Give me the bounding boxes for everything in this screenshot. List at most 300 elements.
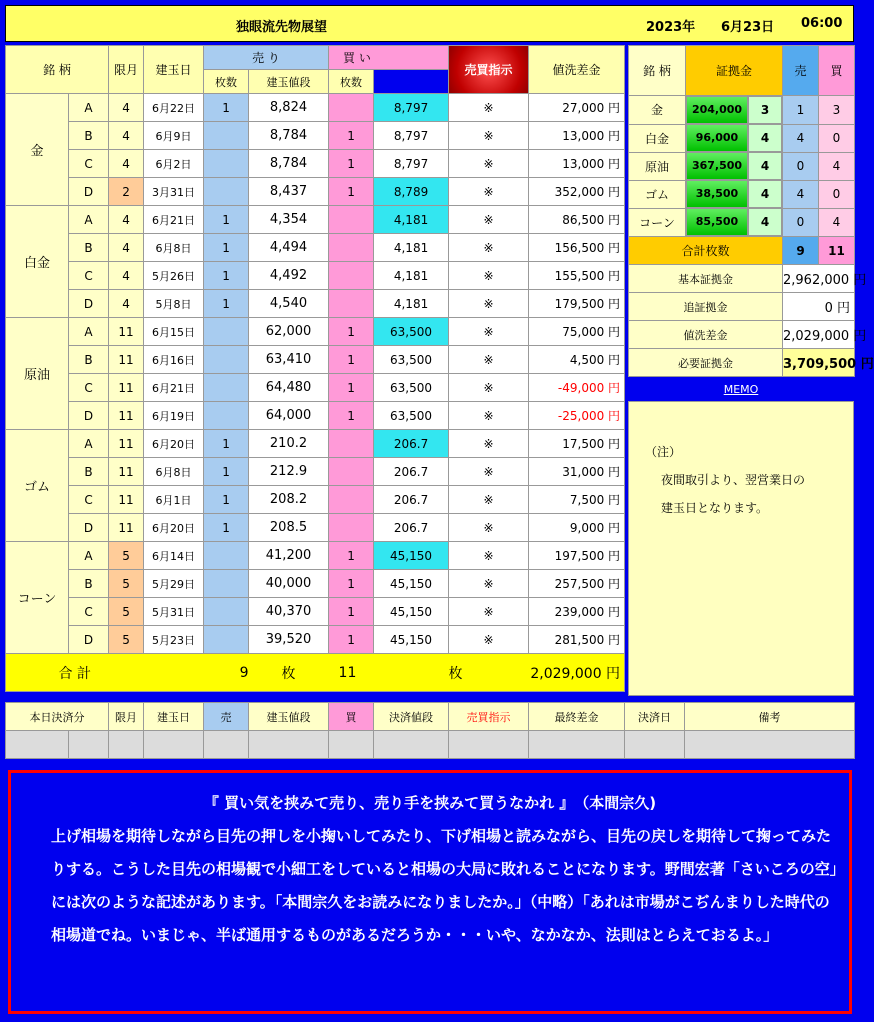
- quote-title: 『 買い気を挟みて売り、売り手を挟みて買うなかれ 』 （本間宗久): [203, 794, 657, 812]
- col-diff: 値洗差金: [529, 46, 625, 94]
- summary-label: 必要証拠金: [629, 349, 783, 377]
- row-close: 206.7: [374, 458, 449, 486]
- row-pl: -25,000 円: [529, 402, 625, 430]
- group-name: ゴム: [6, 430, 69, 542]
- side-col-sell: 売: [783, 46, 819, 96]
- margin-count: 4: [748, 180, 782, 208]
- row-signal: ※: [449, 598, 529, 626]
- total-count-buy: 11: [819, 237, 855, 265]
- row-open-price: 64,000: [249, 402, 329, 430]
- row-date: 5月29日: [144, 570, 204, 598]
- group-name: 原油: [6, 318, 69, 430]
- row-sub: A: [69, 430, 109, 458]
- summary-value: 0 円: [783, 293, 855, 321]
- row-limit: 11: [109, 346, 144, 374]
- summary-value: 2,029,000 円: [783, 321, 855, 349]
- margin-row: [629, 208, 855, 237]
- quote-box: [8, 770, 852, 1014]
- settle-col-7: 売買指示: [449, 703, 529, 731]
- row-date: 6月20日: [144, 514, 204, 542]
- settle-col-8: 最終差金: [529, 703, 625, 731]
- row-open-price: 62,000: [249, 318, 329, 346]
- row-open-price: 4,492: [249, 262, 329, 290]
- row-pl: 156,500 円: [529, 234, 625, 262]
- table-row: [6, 598, 625, 626]
- row-date: 5月26日: [144, 262, 204, 290]
- row-date: 6月8日: [144, 458, 204, 486]
- row-date: 5月31日: [144, 598, 204, 626]
- row-close: 45,150: [374, 542, 449, 570]
- row-buy-count: [329, 206, 374, 234]
- row-pl: 257,500 円: [529, 570, 625, 598]
- row-limit: 11: [109, 374, 144, 402]
- row-close: 63,500: [374, 318, 449, 346]
- row-signal: ※: [449, 318, 529, 346]
- margin-value: 96,000: [686, 124, 748, 152]
- row-pl: 7,500 円: [529, 486, 625, 514]
- positions-table: [5, 45, 625, 692]
- row-sub: C: [69, 486, 109, 514]
- row-sub: C: [69, 374, 109, 402]
- row-signal: ※: [449, 402, 529, 430]
- settle-col-2: 建玉日: [144, 703, 204, 731]
- table-row: [6, 122, 625, 150]
- row-open-price: 40,370: [249, 598, 329, 626]
- col-buy-count: 枚数: [329, 70, 374, 94]
- row-sub: A: [69, 542, 109, 570]
- row-close: 45,150: [374, 570, 449, 598]
- row-signal: ※: [449, 486, 529, 514]
- summary-value: 3,709,500 円: [783, 349, 855, 377]
- col-brand: 銘 柄: [6, 46, 109, 94]
- row-date: 6月9日: [144, 122, 204, 150]
- total-sell-unit: 枚: [249, 654, 329, 692]
- row-signal: ※: [449, 234, 529, 262]
- margin-buy: 3: [819, 96, 855, 125]
- row-sell-count: [204, 150, 249, 178]
- settle-header: [6, 703, 855, 731]
- table-row: [6, 458, 625, 486]
- row-buy-count: 1: [329, 150, 374, 178]
- col-sell-count: 枚数: [204, 70, 249, 94]
- row-signal: ※: [449, 150, 529, 178]
- row-buy-count: [329, 290, 374, 318]
- row-date: 5月8日: [144, 290, 204, 318]
- row-buy-count: 1: [329, 626, 374, 654]
- total-buy-unit: 枚: [449, 654, 529, 692]
- settle-col-4: 建玉値段: [249, 703, 329, 731]
- memo-note: （注）: [645, 445, 682, 459]
- summary-row: [629, 349, 855, 377]
- summary-label: 値洗差金: [629, 321, 783, 349]
- row-buy-count: 1: [329, 346, 374, 374]
- margin-buy: 4: [819, 208, 855, 237]
- row-sell-count: [204, 122, 249, 150]
- row-sub: B: [69, 122, 109, 150]
- row-pl: -49,000 円: [529, 374, 625, 402]
- table-row: [6, 94, 625, 122]
- row-sell-count: 1: [204, 514, 249, 542]
- summary-label: 基本証拠金: [629, 265, 783, 293]
- title-bar: [5, 5, 854, 42]
- table-row: [6, 290, 625, 318]
- row-open-price: 39,520: [249, 626, 329, 654]
- margin-sell: 0: [783, 208, 819, 237]
- row-close: 45,150: [374, 598, 449, 626]
- summary-row: [629, 321, 855, 349]
- row-open-price: 64,480: [249, 374, 329, 402]
- margin-table: [628, 45, 874, 377]
- row-sub: D: [69, 290, 109, 318]
- row-limit: 4: [109, 262, 144, 290]
- side-col-buy: 買: [819, 46, 855, 96]
- table-row: [6, 402, 625, 430]
- table-row: [6, 150, 625, 178]
- margin-cells: [686, 152, 783, 180]
- settle-col-9: 決済日: [625, 703, 685, 731]
- row-buy-count: 1: [329, 402, 374, 430]
- row-sell-count: [204, 598, 249, 626]
- row-limit: 5: [109, 570, 144, 598]
- table-row: [6, 178, 625, 206]
- row-open-price: 208.5: [249, 514, 329, 542]
- row-pl: 17,500 円: [529, 430, 625, 458]
- row-pl: 352,000 円: [529, 178, 625, 206]
- row-sell-count: [204, 542, 249, 570]
- row-sell-count: 1: [204, 458, 249, 486]
- row-signal: ※: [449, 262, 529, 290]
- table-row: [6, 374, 625, 402]
- margin-count: 4: [748, 124, 782, 152]
- memo-line-1: 夜間取引より、翌営業日の: [661, 473, 806, 487]
- row-sub: C: [69, 262, 109, 290]
- row-signal: ※: [449, 626, 529, 654]
- row-sub: A: [69, 318, 109, 346]
- table-row: [6, 514, 625, 542]
- row-signal: ※: [449, 374, 529, 402]
- settle-col-1: 限月: [109, 703, 144, 731]
- row-close: 8,797: [374, 94, 449, 122]
- group-name: 白金: [6, 206, 69, 318]
- row-sell-count: 1: [204, 486, 249, 514]
- row-buy-count: 1: [329, 374, 374, 402]
- row-close: 4,181: [374, 290, 449, 318]
- row-open-price: 63,410: [249, 346, 329, 374]
- row-sub: B: [69, 346, 109, 374]
- row-limit: 4: [109, 150, 144, 178]
- total-count-sell: 9: [783, 237, 819, 265]
- col-open-date: 建玉日: [144, 46, 204, 94]
- row-open-price: 41,200: [249, 542, 329, 570]
- row-sell-count: 1: [204, 262, 249, 290]
- row-sub: B: [69, 458, 109, 486]
- table-row: [6, 542, 625, 570]
- header-year: 2023年: [646, 20, 696, 35]
- margin-value: 367,500: [686, 152, 748, 180]
- table-row: [6, 262, 625, 290]
- row-sub: C: [69, 598, 109, 626]
- row-limit: 11: [109, 486, 144, 514]
- row-date: 6月14日: [144, 542, 204, 570]
- row-sub: B: [69, 570, 109, 598]
- table-row: [6, 430, 625, 458]
- row-pl: 197,500 円: [529, 542, 625, 570]
- row-open-price: 8,437: [249, 178, 329, 206]
- row-buy-count: 1: [329, 318, 374, 346]
- row-sub: C: [69, 150, 109, 178]
- col-sell: 売 り: [204, 46, 329, 70]
- row-limit: 4: [109, 94, 144, 122]
- margin-buy: 0: [819, 180, 855, 208]
- total-pl: 2,029,000 円: [529, 654, 625, 692]
- row-buy-count: 1: [329, 598, 374, 626]
- settle-col-6: 決済値段: [374, 703, 449, 731]
- row-sell-count: [204, 178, 249, 206]
- margin-name: 金: [629, 96, 686, 125]
- col-signal: 売買指示: [449, 46, 529, 94]
- row-date: 6月16日: [144, 346, 204, 374]
- margin-count: 3: [748, 96, 782, 124]
- total-row: [6, 654, 625, 692]
- row-limit: 4: [109, 122, 144, 150]
- margin-cells: [686, 208, 783, 237]
- col-buy: 買 い: [329, 46, 449, 70]
- row-sell-count: [204, 318, 249, 346]
- row-sell-count: [204, 570, 249, 598]
- row-pl: 9,000 円: [529, 514, 625, 542]
- row-limit: 5: [109, 598, 144, 626]
- margin-cells: [686, 124, 783, 152]
- row-date: 6月8日: [144, 234, 204, 262]
- row-pl: 75,000 円: [529, 318, 625, 346]
- row-pl: 13,000 円: [529, 122, 625, 150]
- margin-sell: 4: [783, 124, 819, 152]
- row-pl: 31,000 円: [529, 458, 625, 486]
- table-row: [6, 570, 625, 598]
- total-label: 合 計: [6, 654, 144, 692]
- memo-line-2: 建玉日となります。: [661, 501, 769, 515]
- row-buy-count: 1: [329, 122, 374, 150]
- row-limit: 11: [109, 514, 144, 542]
- table-row: [6, 206, 625, 234]
- row-pl: 13,000 円: [529, 150, 625, 178]
- row-signal: ※: [449, 290, 529, 318]
- row-open-price: 4,354: [249, 206, 329, 234]
- row-date: 6月2日: [144, 150, 204, 178]
- row-date: 6月21日: [144, 374, 204, 402]
- margin-buy: 0: [819, 124, 855, 152]
- row-close: 63,500: [374, 374, 449, 402]
- memo-box: [628, 401, 854, 696]
- row-pl: 155,500 円: [529, 262, 625, 290]
- margin-value: 85,500: [686, 208, 748, 236]
- margin-value: 204,000: [686, 96, 748, 124]
- row-limit: 4: [109, 234, 144, 262]
- total-count-label: 合計枚数: [629, 237, 783, 265]
- settle-col-10: 備考: [685, 703, 855, 731]
- margin-sell: 0: [783, 152, 819, 180]
- settle-col-5: 買: [329, 703, 374, 731]
- table-row: [6, 234, 625, 262]
- row-date: 6月19日: [144, 402, 204, 430]
- row-open-price: 212.9: [249, 458, 329, 486]
- row-date: 6月1日: [144, 486, 204, 514]
- margin-row: [629, 96, 855, 125]
- side-col-margin: 証拠金: [686, 46, 783, 96]
- row-buy-count: [329, 262, 374, 290]
- row-sell-count: 1: [204, 206, 249, 234]
- row-buy-count: [329, 486, 374, 514]
- row-sub: D: [69, 178, 109, 206]
- row-sell-count: [204, 402, 249, 430]
- row-sell-count: 1: [204, 234, 249, 262]
- row-sub: D: [69, 514, 109, 542]
- col-limit: 限月: [109, 46, 144, 94]
- header-date: 6月23日: [721, 20, 775, 35]
- row-sell-count: [204, 374, 249, 402]
- margin-sell: 4: [783, 180, 819, 208]
- margin-count: 4: [748, 152, 782, 180]
- row-buy-count: [329, 430, 374, 458]
- row-sell-count: [204, 346, 249, 374]
- table-row: [6, 346, 625, 374]
- group-name: 金: [6, 94, 69, 206]
- row-close: 45,150: [374, 626, 449, 654]
- row-sub: D: [69, 402, 109, 430]
- row-open-price: 8,784: [249, 122, 329, 150]
- row-limit: 11: [109, 318, 144, 346]
- row-close: 63,500: [374, 402, 449, 430]
- row-date: 5月23日: [144, 626, 204, 654]
- row-date: 6月20日: [144, 430, 204, 458]
- row-close: 4,181: [374, 234, 449, 262]
- row-signal: ※: [449, 94, 529, 122]
- table-row: [6, 626, 625, 654]
- row-buy-count: 1: [329, 178, 374, 206]
- row-signal: ※: [449, 206, 529, 234]
- quote-body: 上げ相場を期待しながら目先の押しを小掬いしてみたり、下げ相場と読みながら、目先の戻しを期待して掬ってみたりする。こうした目先の相場観で小細工をしていると相場の大局に敗れることになります。野間宏著「さいころの空」には次のような記述があります。「本間宗久をお読みになりましたか。」（中略）「あれは市場がこぢんまりした時代の相場道でね。いまじゃ、半ば通用するものがあるだろうか・・・いや、なかなか、法則はとらえておるよ。」: [51, 827, 838, 944]
- margin-row: [629, 152, 855, 180]
- margin-count: 4: [748, 208, 782, 236]
- row-signal: ※: [449, 514, 529, 542]
- row-limit: 4: [109, 206, 144, 234]
- row-pl: 86,500 円: [529, 206, 625, 234]
- row-open-price: 4,540: [249, 290, 329, 318]
- row-signal: ※: [449, 178, 529, 206]
- row-open-price: 210.2: [249, 430, 329, 458]
- margin-name: 原油: [629, 152, 686, 180]
- row-open-price: 40,000: [249, 570, 329, 598]
- summary-row: [629, 293, 855, 321]
- row-pl: 281,500 円: [529, 626, 625, 654]
- row-limit: 5: [109, 542, 144, 570]
- row-close: 206.7: [374, 430, 449, 458]
- margin-cells: [686, 96, 783, 125]
- row-close: 4,181: [374, 262, 449, 290]
- page-title: 独眼流先物展望: [236, 20, 328, 35]
- summary-value: 2,962,000 円: [783, 265, 855, 293]
- row-buy-count: [329, 458, 374, 486]
- settle-col-0: 本日決済分: [6, 703, 109, 731]
- table-row: [6, 318, 625, 346]
- row-date: 6月22日: [144, 94, 204, 122]
- row-pl: 179,500 円: [529, 290, 625, 318]
- margin-row: [629, 180, 855, 208]
- row-sub: A: [69, 206, 109, 234]
- settlement-table: [5, 702, 855, 759]
- row-sell-count: 1: [204, 94, 249, 122]
- row-limit: 5: [109, 626, 144, 654]
- col-open-price: 建玉値段: [249, 70, 329, 94]
- row-sub: A: [69, 94, 109, 122]
- row-sell-count: 1: [204, 430, 249, 458]
- table-row: [6, 486, 625, 514]
- settle-col-3: 売: [204, 703, 249, 731]
- row-signal: ※: [449, 346, 529, 374]
- row-buy-count: 1: [329, 542, 374, 570]
- row-signal: ※: [449, 122, 529, 150]
- row-date: 3月31日: [144, 178, 204, 206]
- row-sell-count: 1: [204, 290, 249, 318]
- row-open-price: 8,824: [249, 94, 329, 122]
- margin-name: ゴム: [629, 180, 686, 208]
- row-limit: 11: [109, 402, 144, 430]
- row-buy-count: 1: [329, 570, 374, 598]
- margin-name: 白金: [629, 124, 686, 152]
- row-signal: ※: [449, 430, 529, 458]
- row-close: 206.7: [374, 514, 449, 542]
- memo-link[interactable]: MEMO: [628, 377, 854, 401]
- margin-row: [629, 124, 855, 152]
- row-limit: 2: [109, 178, 144, 206]
- total-sell: 9: [144, 654, 249, 692]
- row-close: 63,500: [374, 346, 449, 374]
- margin-buy: 4: [819, 152, 855, 180]
- summary-row: [629, 265, 855, 293]
- row-signal: ※: [449, 570, 529, 598]
- margin-name: コーン: [629, 208, 686, 237]
- row-pl: 4,500 円: [529, 346, 625, 374]
- margin-value: 38,500: [686, 180, 748, 208]
- row-sub: D: [69, 626, 109, 654]
- row-pl: 239,000 円: [529, 598, 625, 626]
- row-limit: 11: [109, 458, 144, 486]
- row-buy-count: [329, 234, 374, 262]
- row-close: 8,797: [374, 122, 449, 150]
- row-sub: B: [69, 234, 109, 262]
- row-signal: ※: [449, 458, 529, 486]
- summary-label: 追証拠金: [629, 293, 783, 321]
- row-close: 8,797: [374, 150, 449, 178]
- row-pl: 27,000 円: [529, 94, 625, 122]
- row-open-price: 4,494: [249, 234, 329, 262]
- margin-cells: [686, 180, 783, 208]
- row-open-price: 208.2: [249, 486, 329, 514]
- side-col-brand: 銘 柄: [629, 46, 686, 96]
- group-name: コーン: [6, 542, 69, 654]
- row-buy-count: [329, 514, 374, 542]
- row-sell-count: [204, 626, 249, 654]
- row-limit: 4: [109, 290, 144, 318]
- row-close: 206.7: [374, 486, 449, 514]
- row-buy-count: [329, 94, 374, 122]
- row-date: 6月15日: [144, 318, 204, 346]
- row-close: 4,181: [374, 206, 449, 234]
- total-buy: 11: [329, 654, 449, 692]
- settle-empty-row: [6, 731, 855, 759]
- row-limit: 11: [109, 430, 144, 458]
- row-date: 6月21日: [144, 206, 204, 234]
